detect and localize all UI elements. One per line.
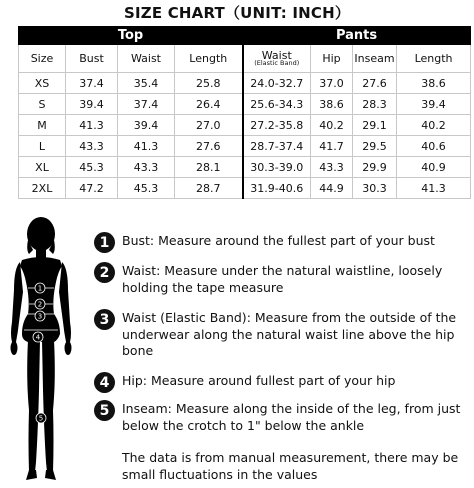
cell-waist: 45.3	[118, 178, 175, 199]
col-header-hip: Hip	[311, 45, 353, 73]
cell-bust: 37.4	[66, 73, 118, 94]
figure-marker-5: 5	[38, 414, 44, 423]
figure-marker-4: 4	[35, 333, 41, 342]
cell-length: 25.8	[175, 73, 243, 94]
figure-marker-2: 2	[37, 300, 43, 309]
cell-bust: 39.4	[66, 94, 118, 115]
cell-bust: 47.2	[66, 178, 118, 199]
col-header-inseam: Inseam	[353, 45, 397, 73]
measurement-note: The data is from manual measurement, there may be small fluctuations in the values	[122, 450, 459, 482]
cell-size: L	[19, 136, 66, 157]
cell-length: 27.0	[175, 115, 243, 136]
cell-size: S	[19, 94, 66, 115]
cell-bust: 41.3	[66, 115, 118, 136]
col-header-pants-waist	[243, 45, 311, 73]
cell-length: 28.1	[175, 157, 243, 178]
cell-pwaist: 30.3-39.0	[243, 157, 311, 178]
col-header-size: Size	[19, 45, 66, 73]
top-group-header: Top	[19, 27, 243, 45]
table-row	[19, 157, 471, 178]
cell-hip: 41.7	[311, 136, 353, 157]
cell-pwaist: 28.7-37.4	[243, 136, 311, 157]
cell-length: 26.4	[175, 94, 243, 115]
col-header-waist: Waist	[118, 45, 175, 73]
size-chart-table	[18, 26, 471, 199]
cell-inseam: 29.9	[353, 157, 397, 178]
number-badge-4: 4	[94, 372, 115, 393]
table-row	[19, 178, 471, 199]
number-badge-5: 5	[94, 400, 115, 421]
cell-size: 2XL	[19, 178, 66, 199]
cell-hip: 44.9	[311, 178, 353, 199]
cell-bust: 43.3	[66, 136, 118, 157]
column-header-row	[19, 45, 471, 73]
number-badge-3: 3	[94, 309, 115, 330]
cell-waist: 39.4	[118, 115, 175, 136]
figure-marker-1: 1	[37, 284, 43, 293]
instruction-text: Waist (Elastic Band): Measure from the outside of the underwear along the natural waist line above the hip bone	[122, 310, 457, 358]
cell-bust: 45.3	[66, 157, 118, 178]
instruction-text: Hip: Measure around fullest part of your hip	[122, 373, 396, 388]
cell-waist: 37.4	[118, 94, 175, 115]
pants-waist-sublabel: (Elastic Band)	[254, 59, 300, 67]
pants-group-header: Pants	[243, 27, 471, 45]
pants-waist-label: Waist	[261, 49, 292, 62]
cell-length: 28.7	[175, 178, 243, 199]
cell-pwaist: 31.9-40.6	[243, 178, 311, 199]
cell-hip: 40.2	[311, 115, 353, 136]
table-row	[19, 94, 471, 115]
table-row	[19, 115, 471, 136]
cell-size: XL	[19, 157, 66, 178]
cell-inseam: 28.3	[353, 94, 397, 115]
cell-waist: 41.3	[118, 136, 175, 157]
cell-plength: 40.6	[397, 136, 471, 157]
cell-inseam: 29.1	[353, 115, 397, 136]
cell-hip: 37.0	[311, 73, 353, 94]
cell-inseam: 27.6	[353, 73, 397, 94]
cell-inseam: 30.3	[353, 178, 397, 199]
cell-inseam: 29.5	[353, 136, 397, 157]
number-badge-2: 2	[94, 262, 115, 283]
figure-marker-3: 3	[37, 312, 43, 321]
cell-plength: 40.9	[397, 157, 471, 178]
instruction-text: Inseam: Measure along the inside of the leg, from just below the crotch to 1" below the ankle	[122, 401, 461, 433]
cell-plength: 40.2	[397, 115, 471, 136]
cell-waist: 43.3	[118, 157, 175, 178]
col-header-bust: Bust	[66, 45, 118, 73]
cell-hip: 38.6	[311, 94, 353, 115]
cell-length: 27.6	[175, 136, 243, 157]
cell-pwaist: 27.2-35.8	[243, 115, 311, 136]
instruction-text: Bust: Measure around the fullest part of your bust	[122, 233, 435, 248]
col-header-length: Length	[175, 45, 243, 73]
cell-size: M	[19, 115, 66, 136]
instruction-text: Waist: Measure under the natural waistline, loosely holding the tape measure	[122, 263, 443, 295]
table-row	[19, 136, 471, 157]
body-silhouette	[2, 210, 80, 486]
cell-pwaist: 24.0-32.7	[243, 73, 311, 94]
cell-waist: 35.4	[118, 73, 175, 94]
cell-plength: 38.6	[397, 73, 471, 94]
col-header-pants-length: Length	[397, 45, 471, 73]
cell-plength: 39.4	[397, 94, 471, 115]
chart-title: SIZE CHART（UNIT: INCH）	[123, 4, 351, 22]
table-row	[19, 73, 471, 94]
cell-plength: 41.3	[397, 178, 471, 199]
cell-size: XS	[19, 73, 66, 94]
cell-pwaist: 25.6-34.3	[243, 94, 311, 115]
cell-hip: 43.3	[311, 157, 353, 178]
number-badge-1: 1	[94, 232, 115, 253]
